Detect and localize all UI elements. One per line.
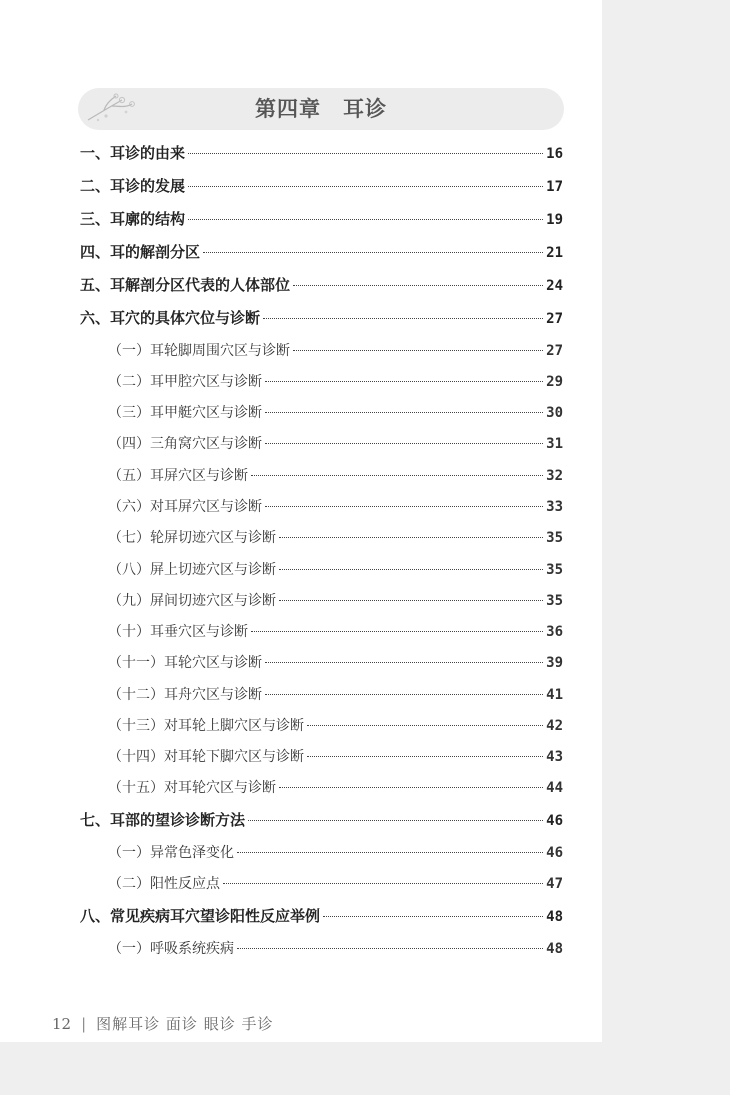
toc-leader-dots — [251, 475, 543, 476]
toc-entry-title: 七、耳部的望诊诊断方法 — [80, 811, 246, 829]
toc-page-number: 44 — [546, 780, 563, 796]
toc-subsection-entry[interactable] — [80, 621, 563, 643]
toc-page-number: 17 — [546, 179, 563, 195]
page-number: 12 — [52, 1014, 72, 1033]
toc-page-number: 30 — [546, 405, 563, 421]
toc-leader-dots — [279, 600, 543, 601]
toc-entry-title: （十一）耳轮穴区与诊断 — [108, 655, 262, 671]
toc-subsection-entry[interactable] — [80, 873, 563, 895]
toc-subsection-entry[interactable] — [80, 465, 563, 487]
toc-page-number: 16 — [546, 146, 563, 162]
toc-leader-dots — [307, 725, 543, 726]
toc-entry-title: （九）屏间切迹穴区与诊断 — [108, 593, 276, 609]
toc-leader-dots — [279, 569, 543, 570]
toc-entry-title: 五、耳解剖分区代表的人体部位 — [80, 276, 291, 294]
toc-entry-title: （一）耳轮脚周围穴区与诊断 — [108, 343, 290, 359]
toc-entry-title: 一、耳诊的由来 — [80, 144, 186, 162]
toc-leader-dots — [279, 537, 543, 538]
toc-page-number: 43 — [546, 749, 563, 765]
toc-entry-title: 二、耳诊的发展 — [80, 177, 186, 195]
toc-leader-dots — [293, 285, 543, 286]
toc-subsection-entry[interactable] — [80, 559, 563, 581]
chapter-title: 第四章 耳诊 — [255, 96, 387, 121]
toc-leader-dots — [265, 506, 543, 507]
toc-entry-title: （二）阳性反应点 — [108, 876, 220, 892]
toc-leader-dots — [248, 820, 543, 821]
book-title: 图解耳诊 面诊 眼诊 手诊 — [96, 1015, 274, 1033]
toc-subsection-entry[interactable] — [80, 590, 563, 612]
toc-leader-dots — [265, 694, 543, 695]
toc-page-number: 27 — [546, 343, 563, 359]
page-footer — [52, 1013, 273, 1034]
toc-entry-title: （八）屏上切迹穴区与诊断 — [108, 562, 276, 578]
toc-page-number: 27 — [546, 311, 563, 327]
toc-entry-title: （一）呼吸系统疾病 — [108, 941, 234, 957]
toc-page-number: 21 — [546, 245, 563, 261]
toc-leader-dots — [265, 381, 543, 382]
toc-entry-title: （二）耳甲腔穴区与诊断 — [108, 374, 262, 390]
toc-page-number: 32 — [546, 468, 563, 484]
toc-subsection-entry[interactable] — [80, 777, 563, 799]
toc-subsection-entry[interactable] — [80, 684, 563, 706]
toc-entry-title: （十四）对耳轮下脚穴区与诊断 — [108, 749, 304, 765]
footer-separator: | — [81, 1014, 87, 1033]
toc-section-entry[interactable] — [80, 809, 563, 831]
toc-page-number: 48 — [546, 909, 563, 925]
toc-page-number: 35 — [546, 562, 563, 578]
toc-entry-title: （十二）耳舟穴区与诊断 — [108, 687, 262, 703]
toc-page-number: 46 — [546, 845, 563, 861]
toc-section-entry[interactable] — [80, 241, 563, 263]
toc-page-number: 47 — [546, 876, 563, 892]
toc-leader-dots — [265, 412, 543, 413]
toc-page-number: 48 — [546, 941, 563, 957]
toc-entry-title: （十五）对耳轮穴区与诊断 — [108, 780, 276, 796]
toc-entry-title: （十）耳垂穴区与诊断 — [108, 624, 248, 640]
toc-subsection-entry[interactable] — [80, 496, 563, 518]
toc-subsection-entry[interactable] — [80, 402, 563, 424]
toc-leader-dots — [263, 318, 543, 319]
toc-leader-dots — [237, 852, 543, 853]
toc-section-entry[interactable] — [80, 142, 563, 164]
toc-entry-title: （七）轮屏切迹穴区与诊断 — [108, 530, 276, 546]
toc-leader-dots — [265, 443, 543, 444]
toc-entry-title: 六、耳穴的具体穴位与诊断 — [80, 309, 261, 327]
toc-leader-dots — [223, 883, 543, 884]
toc-leader-dots — [251, 631, 543, 632]
toc-entry-title: 八、常见疾病耳穴望诊阳性反应举例 — [80, 907, 321, 925]
toc-section-entry[interactable] — [80, 307, 563, 329]
toc-entry-title: （一）异常色泽变化 — [108, 845, 234, 861]
toc-entry-title: （十三）对耳轮上脚穴区与诊断 — [108, 718, 304, 734]
toc-section-entry[interactable] — [80, 905, 563, 927]
toc-leader-dots — [265, 662, 543, 663]
toc-page-number: 39 — [546, 655, 563, 671]
toc-page-number: 41 — [546, 687, 563, 703]
toc-page-number: 46 — [546, 813, 563, 829]
toc-section-entry[interactable] — [80, 208, 563, 230]
toc-page-number: 19 — [546, 212, 563, 228]
toc-page-number: 31 — [546, 436, 563, 452]
toc-entry-title: 四、耳的解剖分区 — [80, 243, 201, 261]
toc-leader-dots — [188, 186, 543, 187]
toc-subsection-entry[interactable] — [80, 652, 563, 674]
toc-leader-dots — [188, 153, 543, 154]
toc-subsection-entry[interactable] — [80, 715, 563, 737]
toc-leader-dots — [203, 252, 543, 253]
toc-page-number: 42 — [546, 718, 563, 734]
toc-leader-dots — [307, 756, 543, 757]
toc-entry-title: 三、耳廓的结构 — [80, 210, 186, 228]
toc-section-entry[interactable] — [80, 175, 563, 197]
toc-page-number: 24 — [546, 278, 563, 294]
toc-subsection-entry[interactable] — [80, 938, 563, 960]
toc-section-entry[interactable] — [80, 274, 563, 296]
toc-page-number: 33 — [546, 499, 563, 515]
toc-subsection-entry[interactable] — [80, 433, 563, 455]
toc-leader-dots — [293, 350, 543, 351]
toc-entry-title: （三）耳甲艇穴区与诊断 — [108, 405, 262, 421]
toc-page-number: 36 — [546, 624, 563, 640]
toc-subsection-entry[interactable] — [80, 340, 563, 362]
toc-leader-dots — [237, 948, 543, 949]
toc-leader-dots — [188, 219, 543, 220]
toc-page-number: 35 — [546, 530, 563, 546]
chapter-banner — [78, 88, 564, 130]
toc-entry-title: （四）三角窝穴区与诊断 — [108, 436, 262, 452]
toc-page-number: 35 — [546, 593, 563, 609]
toc-page-number: 29 — [546, 374, 563, 390]
toc-leader-dots — [323, 916, 543, 917]
toc-entry-title: （六）对耳屏穴区与诊断 — [108, 499, 262, 515]
toc-subsection-entry[interactable] — [80, 527, 563, 549]
toc-leader-dots — [279, 787, 543, 788]
toc-subsection-entry[interactable] — [80, 842, 563, 864]
toc-entry-title: （五）耳屏穴区与诊断 — [108, 468, 248, 484]
toc-subsection-entry[interactable] — [80, 746, 563, 768]
toc-subsection-entry[interactable] — [80, 371, 563, 393]
